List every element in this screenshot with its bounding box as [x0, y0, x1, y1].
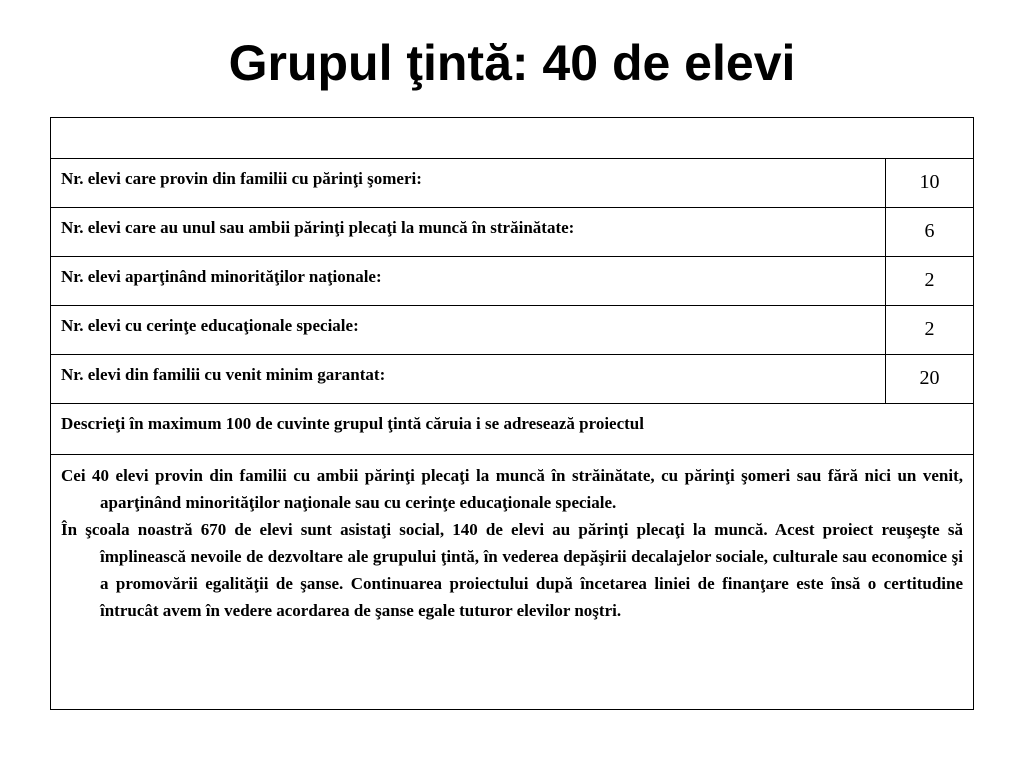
table-row: [51, 257, 974, 306]
row-value: 6: [886, 208, 974, 257]
row-label: Nr. elevi care au unul sau ambii părinţi plecaţi la muncă în străinătate:: [51, 208, 886, 257]
table-row: [51, 306, 974, 355]
slide-title: Grupul ţintă: 40 de elevi: [228, 35, 796, 91]
target-group-table: [50, 117, 974, 710]
description-paragraph: În şcoala noastră 670 de elevi sunt asistaţi social, 140 de elevi au părinţi plecaţi la muncă. Acest proiect reuşeşte să împlinească nevoile de dezvoltare ale grupului ţintă, în vederea depăşirii decalajelor sociale, culturale sau economice şi a promovării egalităţii de şanse. Continuarea proiectului după încetarea liniei de finanţare este însă o certitudine întrucât avem în vedere acordarea de şanse egale tuturor elevilor noştri.: [61, 520, 963, 620]
description-text: [51, 455, 974, 710]
row-value: 2: [886, 257, 974, 306]
row-value: 20: [886, 355, 974, 404]
table-row: [51, 208, 974, 257]
table-row: [51, 159, 974, 208]
row-value: 10: [886, 159, 974, 208]
row-label: Nr. elevi din familii cu venit minim garantat:: [51, 355, 886, 404]
table-header-row: [51, 118, 974, 159]
row-value: 2: [886, 306, 974, 355]
description-paragraph: Cei 40 elevi provin din familii cu ambii părinţi plecaţi la muncă în străinătate, cu părinţi şomeri sau fără nici un venit, aparţinând minorităţilor naţionale sau cu cerinţe educaţionale speciale.: [61, 466, 963, 512]
description-row: [51, 455, 974, 710]
row-label: Nr. elevi care provin din familii cu părinţi şomeri:: [51, 159, 886, 208]
row-label: Nr. elevi cu cerinţe educaţionale speciale:: [51, 306, 886, 355]
describe-prompt: Descrieţi în maximum 100 de cuvinte grupul ţintă căruia i se adresează proiectul: [51, 404, 974, 455]
describe-row: [51, 404, 974, 455]
row-label: Nr. elevi aparţinând minorităţilor naţionale:: [51, 257, 886, 306]
table-row: [51, 355, 974, 404]
empty-header-cell: [51, 118, 974, 159]
